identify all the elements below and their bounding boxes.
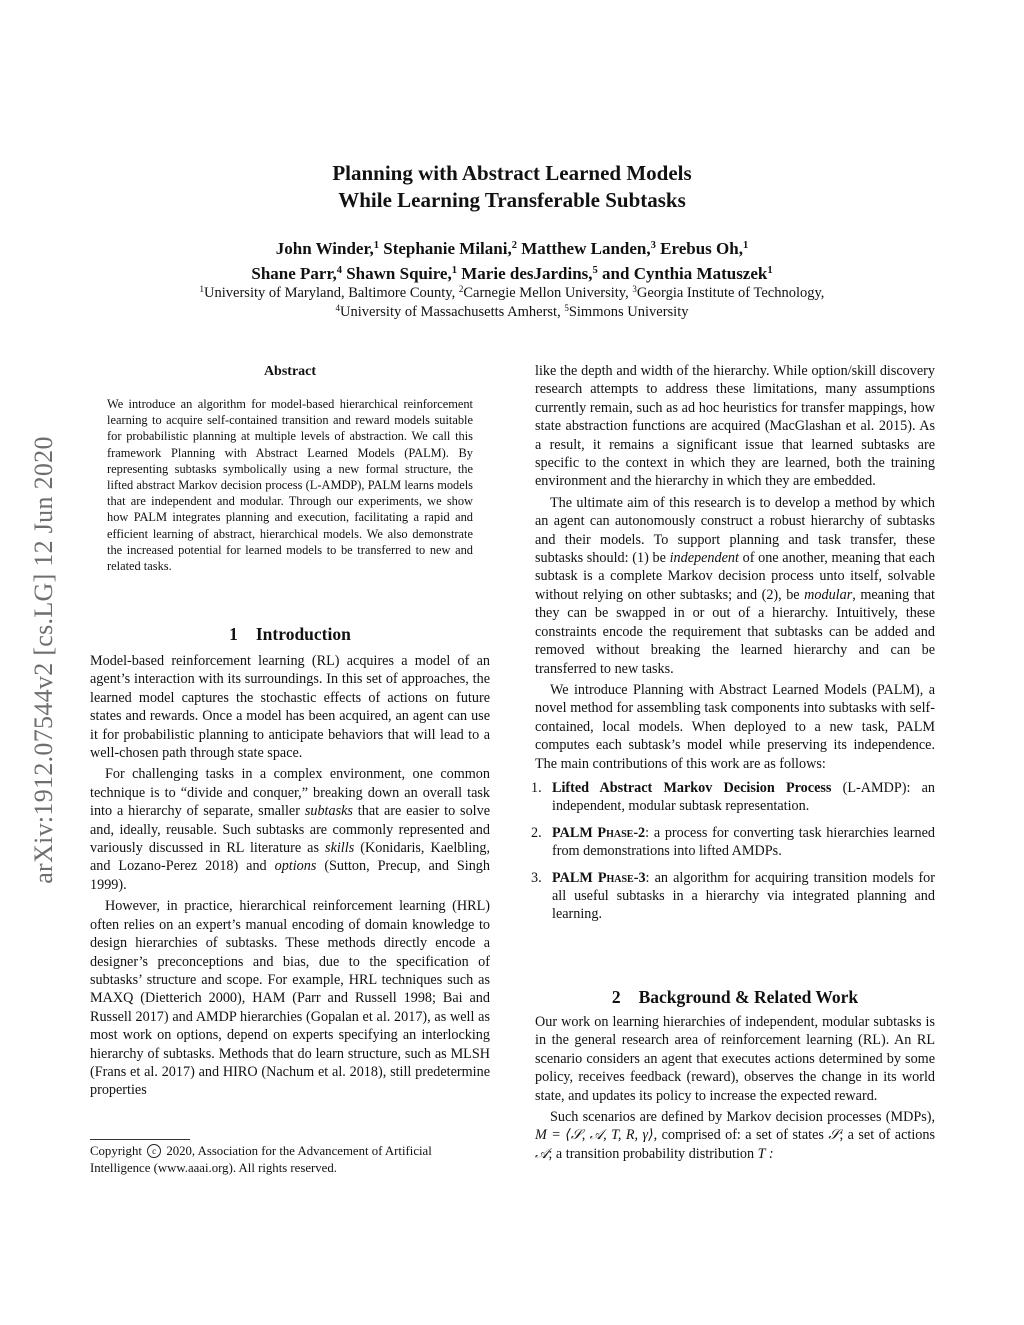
list-item: 1. Lifted Abstract Markov Decision Process (L-AMDP): an independent, modular subtask representation. [531, 779, 936, 815]
footnote-divider [90, 1139, 190, 1140]
math-expression: T : [757, 1145, 774, 1162]
affiliation-line-1: $^1$University of Maryland, Baltimore County, $^2$Carnegie Mellon University, $^3$Georgia Institute of Technology, [199, 284, 825, 301]
section-title: Introduction [255, 624, 351, 644]
author-line-2: Shane Parr,$^4$ Shawn Squire,$^1$ Marie desJardins,$^5$ and Cynthia Matuszek$^1$ [251, 264, 773, 283]
author-name: Matthew Landen, [521, 239, 651, 258]
author-list [0, 236, 1024, 286]
background-body [535, 1013, 935, 1166]
paragraph: For challenging tasks in a complex environment, one common technique is to “divide and conquer,” breaking down an overall task into a hierarchy of separate, smaller subtasks that are easier to solve and, ideally, reusable. Such subtasks are commonly represented and variously discussed in RL literature as skills (Konidaris, Kaelbling, and Lozano-Perez 2018) and options (Sutton, Precup, and Singh 1999). [90, 766, 491, 893]
paragraph: Such scenarios are defined by Markov decision processes (MDPs), M = ⟨𝒮, 𝒜, T, R, γ⟩, comprised of: a set of states 𝒮; a set of actions 𝒜; a transition probability distribution T : [535, 1109, 935, 1162]
introduction-body [90, 652, 490, 1103]
list-item: 2. PALM Phase-2: a process for converting task hierarchies learned from demonstrations into lifted AMDPs. [531, 824, 935, 860]
title-line-2: While Learning Transferable Subtasks [338, 188, 686, 212]
copyright-footnote: Copyright c 2020, Association for the Advancement of Artificial Intelligence (www.aaai.org). All rights reserved. [90, 1144, 432, 1175]
author-name: Shane Parr, [251, 264, 337, 283]
copyright-icon: c [147, 1144, 161, 1158]
author-name: Marie desJardins, [461, 264, 593, 283]
author-line-1: John Winder,$^1$ Stephanie Milani,$^2$ Matthew Landen,$^3$ Erebus Oh,$^1$ [275, 239, 749, 258]
title-line-1: Planning with Abstract Learned Models [332, 161, 692, 185]
paragraph: Our work on learning hierarchies of independent, modular subtasks is in the general research area of reinforcement learning (RL). An RL scenario considers an agent that executes actions determined by some policy, receives feedback (reward), observes the change in its world state, and updates its policy to increase the expected reward. [535, 1014, 935, 1104]
section-heading-introduction [90, 624, 490, 645]
section-heading-background [535, 987, 935, 1008]
abstract-heading: Abstract [263, 364, 317, 379]
paragraph: The ultimate aim of this research is to develop a method by which an agent can autonomously construct a robust hierarchy of subtasks and their models. To support planning and task transfer, these subtasks should: (1) be independent of one another, meaning that each subtask is a complete Markov decision process unto itself, solvable without relying on other subtasks; and (2), be modular, meaning that they can be swapped in or out of a hierarchy. Intuitively, these constraints encode the requirement that subtasks can be added and removed without breaking the learned hierarchy and can be transferred to new tasks. [535, 494, 935, 677]
author-name: Erebus Oh, [660, 239, 743, 258]
section-number: 1 [229, 624, 238, 644]
author-name: Stephanie Milani, [383, 239, 512, 258]
paragraph: We introduce Planning with Abstract Learned Models (PALM), a novel method for assembling task components into subtasks with self-contained, local models. When deployed to a new task, PALM computes each subtask’s model while preserving its independence. The main contributions of this work are as follows: [535, 681, 935, 772]
contributions-list [531, 779, 936, 924]
paragraph: However, in practice, hierarchical reinforcement learning (HRL) often relies on an expert’s manual encoding of domain knowledge to design hierarchies of subtasks. These methods directly encode a designer’s preconceptions and bias, due to the specification of subtasks’ structure and scope. For example, HRL techniques such as MAXQ (Dietterich 2000), HAM (Parr and Russell 1998; Bai and Russell 2017) and AMDP hierarchies (Gopalan et al. 2017), as well as most work on options, depend on experts specifying an interlocking hierarchy of subtasks. Methods that do learn structure, such as MLSH (Frans et al. 2017) and HIRO (Nachum et al. 2018), still predetermine properties [90, 898, 490, 1099]
math-expression: 𝒮 [828, 1127, 840, 1144]
affiliation-line-2: $^4$University of Massachusetts Amherst, $^5$Simmons University [335, 303, 689, 320]
abstract-text: We introduce an algorithm for model-based hierarchical reinforcement learning to acquire self-contained transition and reward models suitable for probabilistic planning at multiple levels of abstraction. We call this framework Planning with Abstract Learned Models (PALM). By representing subtasks symbolically using a new formal structure, the lifted abstract Markov decision process (L-AMDP), PALM learns models that are independent and modular. Through our experiments, we show how PALM integrates planning and execution, facilitating a rapid and efficient learning of abstract, hierarchical models. We also demonstrate the increased potential for learned models to be transferred to new and related tasks. [107, 397, 473, 574]
math-expression: M = ⟨𝒮, 𝒜, T, R, γ⟩ [535, 1127, 654, 1144]
arxiv-identifier: arXiv:1912.07544v2 [cs.LG] 12 Jun 2020 [29, 436, 58, 884]
list-item: 3. PALM Phase-3: an algorithm for acquiring transition models for all useful subtasks in a hierarchy via integrated planning and learning. [531, 869, 936, 923]
paragraph: like the depth and width of the hierarchy. While option/skill discovery research attempts to address these limitations, many assumptions currently remain, such as ad hoc heuristics for transfer mappings, how state abstraction functions are acquired (MacGlashan et al. 2015). As a result, it remains a significant issue that learned subtasks are specific to the context in which they are learned, both the training environment and the hierarchy in which they are embedded. [535, 363, 935, 490]
section-title: Background & Related Work [638, 987, 859, 1007]
author-name: Shawn Squire, [346, 264, 452, 283]
author-name: John Winder, [275, 239, 374, 258]
paper-title [0, 160, 1024, 214]
paragraph: Model-based reinforcement learning (RL) acquires a model of an agent’s interaction with its surroundings. In this set of approaches, the learned model captures the stochastic effects of actions on future states and rewards. Once a model has been acquired, an agent can use it for probabilistic planning to anticipate behaviors that will lead to a well-chosen path through state space. [90, 653, 490, 762]
arxiv-sidebar [12, 360, 76, 960]
affiliations [0, 284, 1024, 322]
right-column-body [531, 362, 936, 932]
author-name: and Cynthia Matuszek [602, 264, 768, 283]
section-number: 2 [611, 987, 621, 1007]
math-expression: 𝒜 [535, 1145, 549, 1162]
